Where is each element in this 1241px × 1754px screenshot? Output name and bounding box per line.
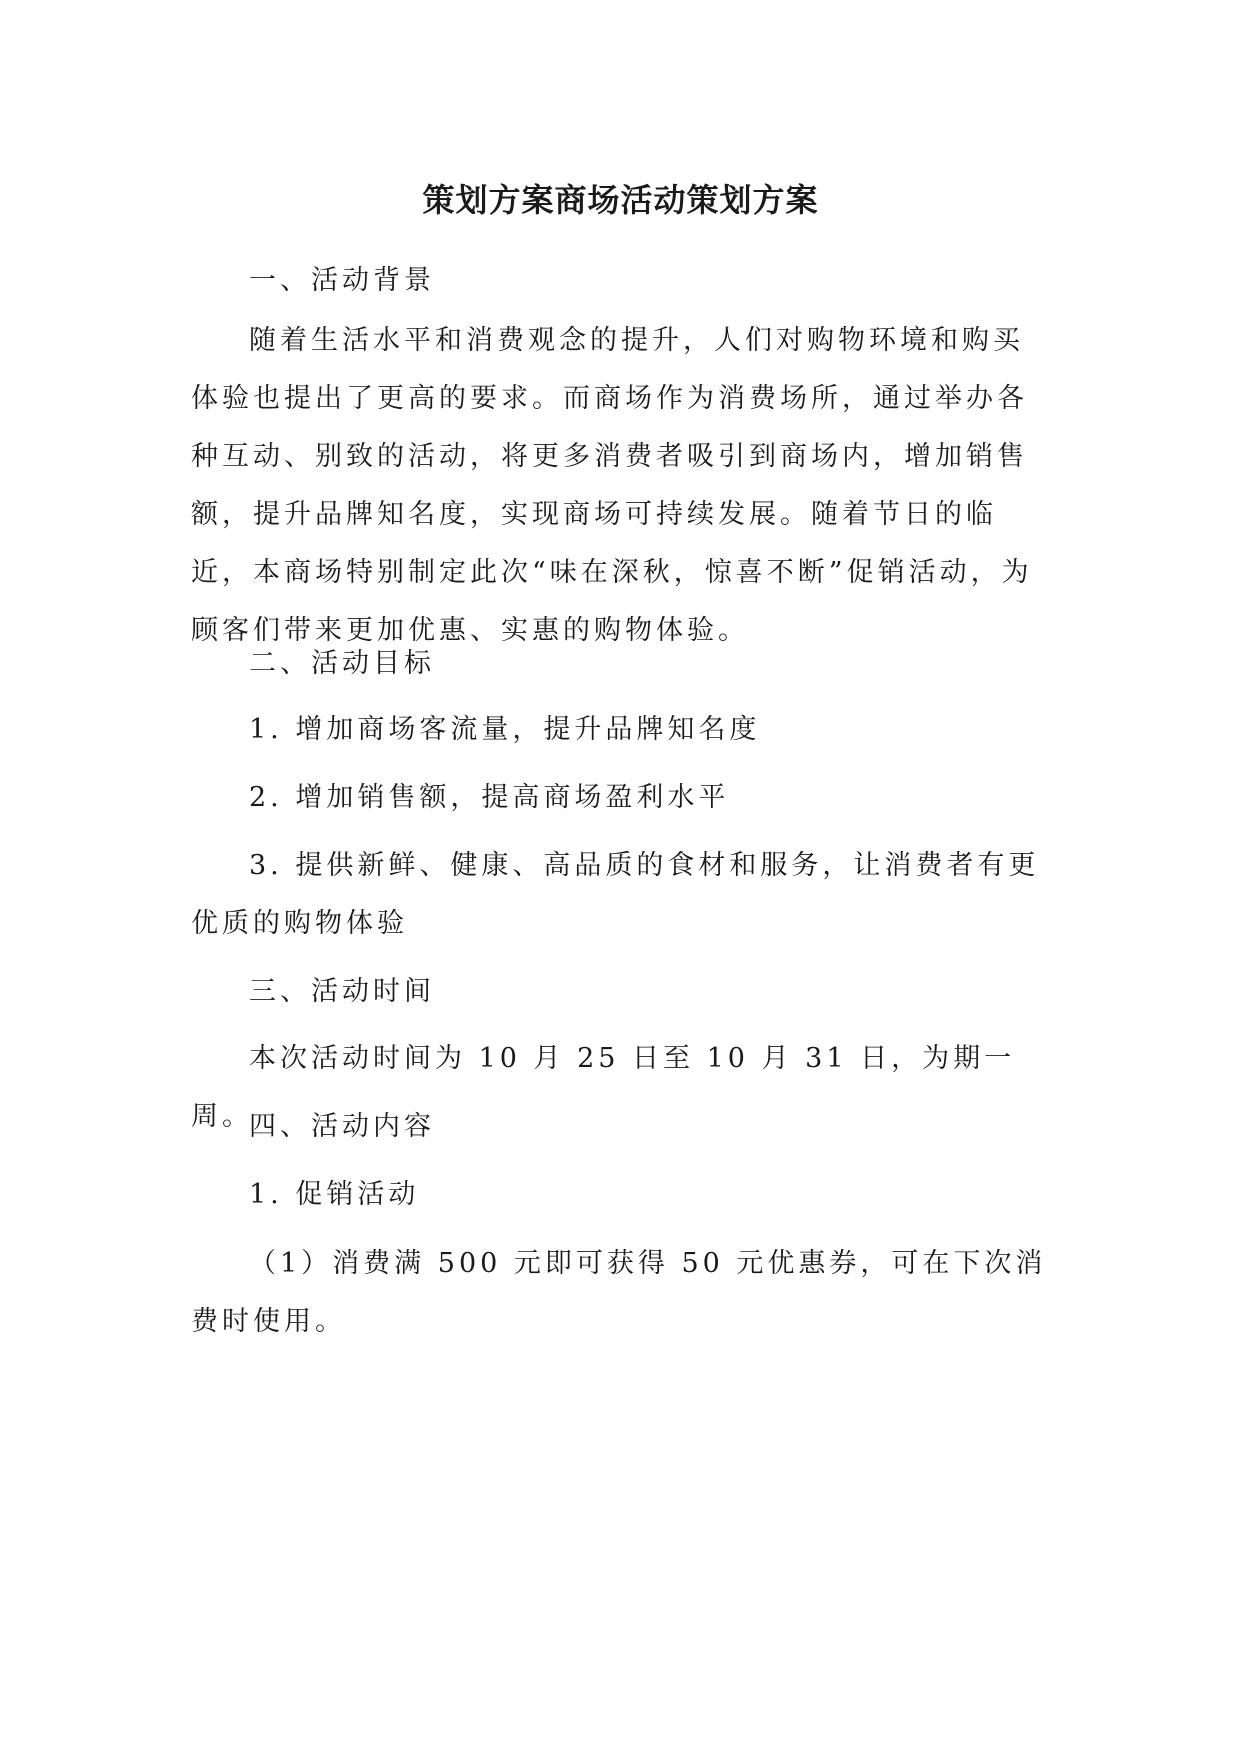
paragraph-time: 本次活动时间为 10 月 25 日至 10 月 31 日，为期一周。 — [191, 1043, 1016, 1132]
content-item-1: 1. 促销活动 — [249, 1179, 420, 1210]
document-title: 策划方案商场活动策划方案 — [422, 181, 819, 219]
section-heading-goals: 二、活动目标 — [249, 648, 435, 679]
goal-item-3: 3. 提供新鲜、健康、高品质的食材和服务，让消费者有更优质的购物体验 — [191, 850, 1040, 939]
paragraph-background: 随着生活水平和消费观念的提升，人们对购物环境和购买体验也提出了更高的要求。而商场作为消费场所，通过举办各种互动、别致的活动，将更多消费者吸引到商场内，增加销售额，提升品牌知名度，实现商场可持续发展。随着节日的临近，本商场特别制定此次“味在深秋，惊喜不断”促销活动，为顾客们带来更加优惠、实惠的购物体验。 — [191, 325, 1033, 646]
goal-item-1: 1. 增加商场客流量，提升品牌知名度 — [249, 714, 761, 745]
section-heading-background: 一、活动背景 — [249, 265, 435, 296]
section-heading-content: 四、活动内容 — [249, 1111, 435, 1142]
section-heading-time: 三、活动时间 — [249, 976, 435, 1007]
goal-item-2: 2. 增加销售额，提高商场盈利水平 — [249, 782, 730, 813]
content-subitem-1: （1）消费满 500 元即可获得 50 元优惠券，可在下次消费时使用。 — [191, 1248, 1047, 1337]
